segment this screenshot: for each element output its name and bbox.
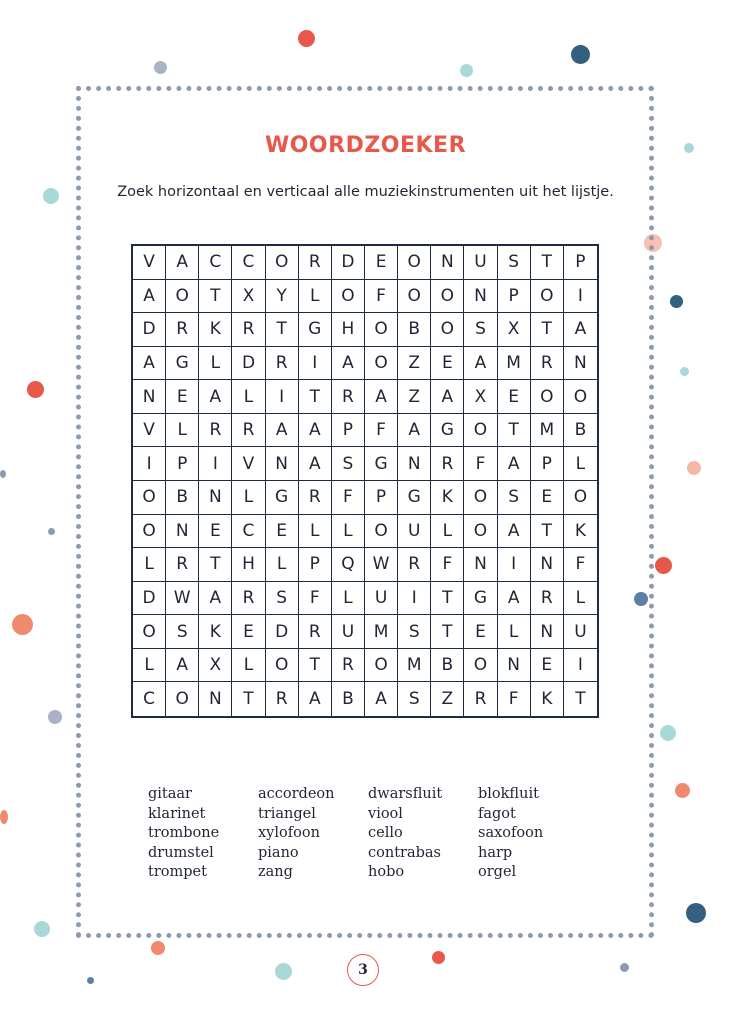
confetti-dot [298,30,315,47]
grid-cell[interactable]: U [365,582,398,616]
grid-cell[interactable]: I [266,380,299,414]
confetti-dot [87,977,94,984]
grid-cell[interactable]: R [199,414,232,448]
confetti-dot [675,783,690,798]
grid-cell[interactable]: M [531,414,564,448]
grid-cell[interactable]: L [332,582,365,616]
grid-cell[interactable]: O [365,347,398,381]
grid-cell[interactable]: G [299,313,332,347]
grid-cell[interactable]: O [464,649,497,683]
grid-cell[interactable]: B [398,313,431,347]
word-list-item: trombone [148,825,220,842]
page-number: 3 [347,954,379,986]
page-title: WOORDZOEKER [264,133,467,158]
grid-cell[interactable]: F [431,548,464,582]
grid-cell[interactable]: P [531,447,564,481]
grid-cell[interactable]: O [564,380,597,414]
grid-cell[interactable]: Z [431,682,464,716]
grid-cell[interactable]: L [232,380,265,414]
word-list-item: viool [368,805,403,822]
grid-cell[interactable]: N [431,246,464,280]
grid-cell[interactable]: F [299,582,332,616]
grid-cell[interactable]: N [398,447,431,481]
confetti-dot [571,45,590,64]
confetti-dot [12,614,33,635]
grid-cell[interactable]: I [398,582,431,616]
grid-cell[interactable]: Z [398,347,431,381]
grid-cell[interactable]: M [365,615,398,649]
grid-cell[interactable]: N [199,682,232,716]
grid-cell[interactable]: R [232,414,265,448]
grid-cell[interactable]: S [398,615,431,649]
grid-cell[interactable]: P [332,414,365,448]
grid-cell[interactable]: G [166,347,199,381]
grid-cell[interactable]: U [398,515,431,549]
grid-cell[interactable]: T [266,313,299,347]
grid-cell[interactable]: A [166,649,199,683]
grid-cell[interactable]: M [498,347,531,381]
grid-cell[interactable]: A [299,682,332,716]
grid-cell[interactable]: G [266,481,299,515]
word-list-item: contrabas [368,844,441,861]
grid-cell[interactable]: O [166,280,199,314]
word-list-item: saxofoon [478,825,544,842]
grid-cell[interactable]: O [365,313,398,347]
grid-cell[interactable]: K [431,481,464,515]
confetti-dot [0,470,6,478]
grid-cell[interactable]: O [133,515,166,549]
word-search-grid [131,244,599,718]
confetti-dot [34,921,50,937]
confetti-dot [687,461,701,475]
confetti-dot [275,963,292,980]
grid-cell[interactable]: N [531,548,564,582]
grid-cell[interactable]: E [431,347,464,381]
word-list-item: blokfluit [478,786,539,802]
grid-cell[interactable]: L [199,347,232,381]
grid-cell[interactable]: P [498,280,531,314]
grid-cell[interactable]: G [398,481,431,515]
grid-cell[interactable]: A [365,682,398,716]
grid-cell[interactable]: R [166,313,199,347]
grid-cell[interactable]: I [299,347,332,381]
grid-cell[interactable]: R [266,682,299,716]
grid-cell[interactable]: O [531,380,564,414]
grid-cell[interactable]: H [332,313,365,347]
grid-cell[interactable]: V [133,246,166,280]
grid-cell[interactable]: S [332,447,365,481]
grid-cell[interactable]: A [133,347,166,381]
grid-cell[interactable]: X [498,313,531,347]
grid-cell[interactable]: N [564,347,597,381]
grid-cell[interactable]: A [498,582,531,616]
word-list-item: triangel [258,805,316,822]
confetti-dot [660,725,676,741]
grid-cell[interactable]: C [199,246,232,280]
grid-cell[interactable]: I [498,548,531,582]
grid-cell[interactable]: D [133,582,166,616]
grid-cell[interactable]: B [166,481,199,515]
confetti-dot [686,903,706,923]
word-list-item: xylofoon [258,825,320,842]
grid-cell[interactable]: O [464,481,497,515]
grid-cell[interactable]: E [166,380,199,414]
grid-cell[interactable]: I [199,447,232,481]
word-list-item: zang [258,864,293,881]
grid-cell[interactable]: A [564,313,597,347]
grid-cell[interactable]: U [464,246,497,280]
grid-cell[interactable]: L [232,649,265,683]
grid-cell[interactable]: R [266,347,299,381]
grid-cell[interactable]: L [133,548,166,582]
grid-cell[interactable]: O [431,280,464,314]
grid-cell[interactable]: D [133,313,166,347]
grid-cell[interactable]: C [232,515,265,549]
grid-cell[interactable]: E [464,615,497,649]
grid-cell[interactable]: T [531,515,564,549]
grid-cell[interactable]: A [299,447,332,481]
word-list-item: drumstel [148,844,214,861]
confetti-dot [670,295,683,308]
grid-cell[interactable]: G [365,447,398,481]
grid-cell[interactable]: E [498,380,531,414]
grid-cell[interactable]: U [332,615,365,649]
grid-cell[interactable]: O [564,481,597,515]
confetti-dot [655,557,672,574]
grid-cell[interactable]: T [498,414,531,448]
grid-cell[interactable]: F [564,548,597,582]
grid-cell[interactable]: E [199,515,232,549]
grid-cell[interactable]: B [564,414,597,448]
grid-cell[interactable]: A [464,347,497,381]
grid-cell[interactable]: N [464,548,497,582]
grid-cell[interactable]: S [398,682,431,716]
grid-cell[interactable]: S [266,582,299,616]
grid-cell[interactable]: L [299,515,332,549]
grid-cell[interactable]: R [398,548,431,582]
word-list-item: orgel [478,864,517,881]
grid-cell[interactable]: F [365,414,398,448]
grid-cell[interactable]: N [266,447,299,481]
grid-cell[interactable]: K [199,313,232,347]
grid-cell[interactable]: E [531,649,564,683]
grid-cell[interactable]: P [564,246,597,280]
grid-cell[interactable]: U [564,615,597,649]
grid-cell[interactable]: D [332,246,365,280]
grid-cell[interactable]: R [332,380,365,414]
grid-cell[interactable]: S [498,246,531,280]
grid-cell[interactable]: L [133,649,166,683]
grid-cell[interactable]: A [166,246,199,280]
grid-cell[interactable]: O [365,649,398,683]
grid-cell[interactable]: R [431,447,464,481]
grid-cell[interactable]: T [531,313,564,347]
grid-cell[interactable]: A [365,380,398,414]
grid-cell[interactable]: K [199,615,232,649]
grid-cell[interactable]: L [564,447,597,481]
grid-cell[interactable]: O [166,682,199,716]
grid-cell[interactable]: L [299,280,332,314]
confetti-dot [48,710,62,724]
grid-cell[interactable]: M [398,649,431,683]
grid-cell[interactable]: L [564,582,597,616]
confetti-dot [0,810,8,824]
grid-cell[interactable]: L [498,615,531,649]
grid-cell[interactable]: K [564,515,597,549]
word-list-item: harp [478,844,513,861]
grid-cell[interactable]: A [133,280,166,314]
grid-cell[interactable]: N [498,649,531,683]
grid-cell[interactable]: A [398,414,431,448]
grid-cell[interactable]: C [133,682,166,716]
confetti-dot [27,381,44,398]
grid-cell[interactable]: B [431,649,464,683]
grid-cell[interactable]: R [166,548,199,582]
grid-cell[interactable]: E [365,246,398,280]
word-list [148,786,588,884]
grid-cell[interactable]: E [531,481,564,515]
grid-cell[interactable]: R [332,649,365,683]
grid-cell[interactable]: W [365,548,398,582]
grid-cell[interactable]: A [299,414,332,448]
grid-cell[interactable]: N [199,481,232,515]
grid-cell[interactable]: T [232,682,265,716]
grid-cell[interactable]: X [199,649,232,683]
confetti-dot [151,941,165,955]
grid-cell[interactable]: A [266,414,299,448]
grid-cell[interactable]: T [431,582,464,616]
grid-cell[interactable]: B [332,682,365,716]
grid-cell[interactable]: R [299,615,332,649]
confetti-dot [620,963,629,972]
grid-cell[interactable]: A [431,380,464,414]
grid-cell[interactable]: D [266,615,299,649]
word-list-item: trompet [148,864,207,881]
grid-cell[interactable]: T [575,689,586,710]
grid-cell[interactable]: I [564,649,597,683]
grid-cell[interactable]: R [531,582,564,616]
grid-cell[interactable]: F [498,682,531,716]
grid-cell[interactable]: O [332,280,365,314]
grid-cell[interactable]: A [498,515,531,549]
confetti-dot [154,61,167,74]
grid-cell[interactable]: P [365,481,398,515]
grid-cell[interactable]: R [531,347,564,381]
grid-cell[interactable]: R [464,682,497,716]
grid-cell[interactable]: G [464,582,497,616]
word-list-item: gitaar [148,786,192,802]
grid-cell[interactable]: F [464,447,497,481]
grid-cell[interactable]: R [299,246,332,280]
grid-cell[interactable]: O [531,280,564,314]
grid-cell[interactable]: Z [398,380,431,414]
grid-cell[interactable]: L [266,548,299,582]
grid-cell[interactable]: V [133,414,166,448]
confetti-dot [680,367,689,376]
word-list-item: cello [368,825,403,842]
grid-cell[interactable]: O [365,515,398,549]
grid-cell[interactable]: W [166,582,199,616]
grid-cell[interactable]: O [133,481,166,515]
grid-cell[interactable]: N [531,615,564,649]
grid-cell[interactable]: L [232,481,265,515]
grid-cell[interactable]: O [464,515,497,549]
grid-cell[interactable]: R [232,313,265,347]
grid-cell[interactable]: S [166,615,199,649]
instruction-text: Zoek horizontaal en verticaal alle muziekinstrumenten uit het lijstje. [117,184,614,200]
grid-cell[interactable]: F [365,280,398,314]
grid-cell[interactable]: T [199,548,232,582]
grid-cell[interactable]: R [232,582,265,616]
grid-cell[interactable]: A [199,380,232,414]
word-list-item: fagot [478,805,516,822]
grid-cell[interactable]: O [464,414,497,448]
word-list-item: hobo [368,864,405,881]
grid-cell[interactable]: L [166,414,199,448]
grid-cell[interactable]: D [232,347,265,381]
grid-cell[interactable]: A [498,447,531,481]
grid-cell[interactable]: N [133,380,166,414]
grid-cell[interactable]: P [299,548,332,582]
grid-cell[interactable]: S [464,313,497,347]
grid-cell[interactable]: O [431,313,464,347]
word-list-item: piano [258,844,299,861]
grid-cell[interactable]: L [332,515,365,549]
confetti-dot [48,528,55,535]
grid-cell[interactable]: C [232,246,265,280]
grid-cell[interactable]: T [299,380,332,414]
grid-cell[interactable]: F [332,481,365,515]
grid-cell[interactable]: N [166,515,199,549]
grid-cell[interactable]: T [199,280,232,314]
word-list-item: dwarsfluit [368,786,443,802]
grid-cell[interactable]: I [133,447,166,481]
grid-cell[interactable]: R [299,481,332,515]
grid-cell[interactable]: T [299,649,332,683]
confetti-dot [460,64,473,77]
grid-cell[interactable]: T [431,615,464,649]
grid-cell[interactable]: O [266,246,299,280]
word-list-item: klarinet [148,805,206,822]
grid-cell[interactable]: O [266,649,299,683]
grid-cell[interactable]: H [232,548,265,582]
grid-cell[interactable]: E [232,615,265,649]
grid-cell[interactable]: N [464,280,497,314]
grid-cell[interactable]: E [266,515,299,549]
grid-cell[interactable]: O [133,615,166,649]
grid-cell[interactable]: T [531,246,564,280]
word-list-item: accordeon [258,786,335,802]
grid-cell[interactable]: O [398,246,431,280]
grid-cell[interactable]: S [498,481,531,515]
grid-cell[interactable]: V [232,447,265,481]
grid-cell[interactable]: A [199,582,232,616]
confetti-dot [432,951,445,964]
grid-cell[interactable]: Q [332,548,365,582]
grid-cell[interactable]: Y [266,280,299,314]
grid-cell[interactable]: X [232,280,265,314]
grid-cell[interactable]: I [564,280,597,314]
grid-cell[interactable]: L [431,515,464,549]
grid-cell[interactable]: X [464,380,497,414]
grid-cell[interactable]: A [332,347,365,381]
grid-cell[interactable]: P [166,447,199,481]
grid-cell[interactable]: K [531,682,564,716]
grid-cell[interactable]: O [398,280,431,314]
grid-cell[interactable]: G [431,414,464,448]
